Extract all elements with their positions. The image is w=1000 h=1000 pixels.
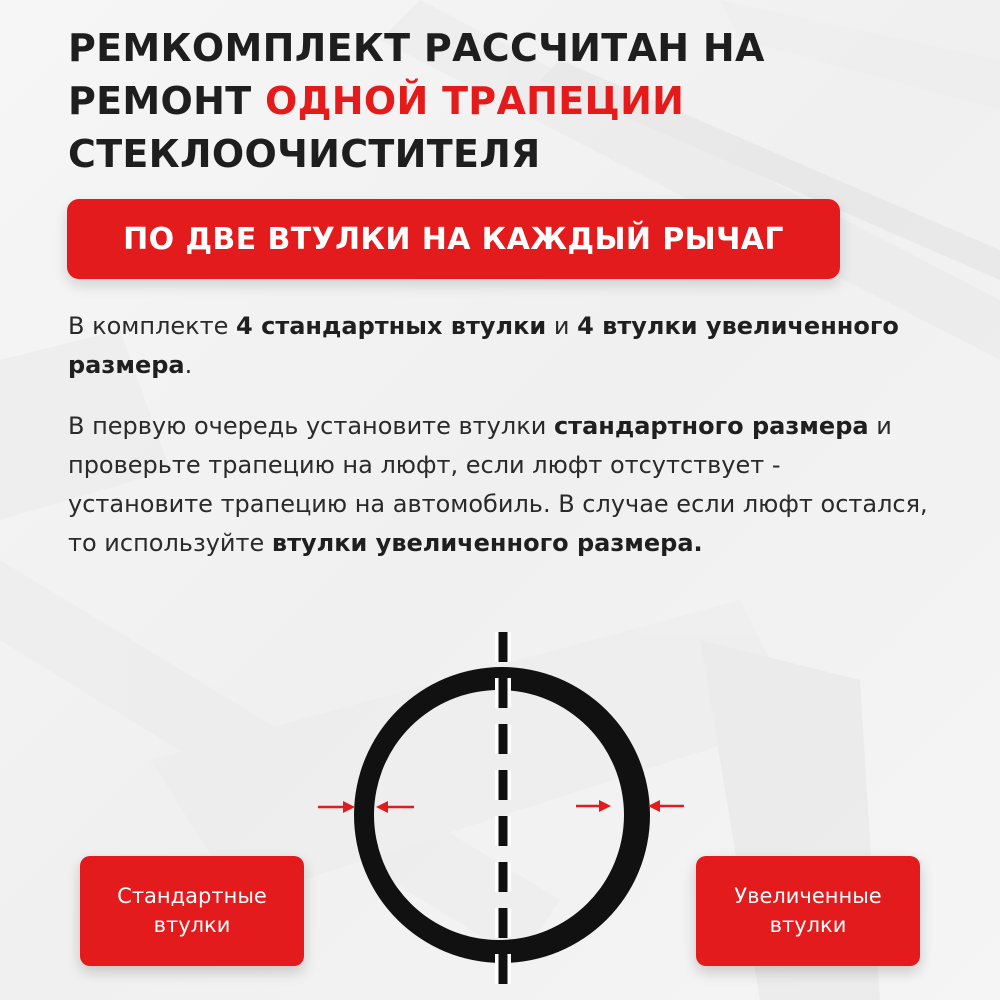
para2-bold-1: стандартного размера xyxy=(553,412,869,440)
standard-bushings-label xyxy=(80,856,304,966)
headline-line-2 xyxy=(68,75,948,128)
standard-label-line-2: втулки xyxy=(153,913,231,937)
instructions-paragraph xyxy=(68,407,928,563)
para1-text-3: . xyxy=(184,351,193,379)
headline-line-3: СТЕКЛООЧИСТИТЕЛЯ xyxy=(68,132,541,176)
para2-bold-2: втулки увеличенного размера. xyxy=(271,529,703,557)
kit-contents-paragraph xyxy=(68,307,928,385)
headline-line-1: РЕМКОМПЛЕКТ РАССЧИТАН НА xyxy=(68,26,765,70)
banner xyxy=(67,199,840,279)
headline xyxy=(68,22,948,181)
para1-bold-2: 4 втулки увеличенного размера xyxy=(68,312,899,379)
para1-bold-1: 4 стандартных втулки xyxy=(236,312,547,340)
enlarged-label-line-1: Увеличенные xyxy=(734,884,882,908)
para1-text-2: и xyxy=(546,312,578,340)
para2-text-1: В первую очередь установите втулки xyxy=(68,412,554,440)
para1-text-1: В комплекте xyxy=(68,312,237,340)
headline-accent: ОДНОЙ ТРАПЕЦИИ xyxy=(264,79,685,123)
standard-label-line-1: Стандартные xyxy=(117,884,267,908)
enlarged-label-line-2: втулки xyxy=(769,913,847,937)
enlarged-bushings-label xyxy=(696,856,920,966)
banner-text: ПО ДВЕ ВТУЛКИ НА КАЖДЫЙ РЫЧАГ xyxy=(123,221,784,257)
para2-text-2: и проверьте трапецию на люфт, если люфт отсутствует - установите трапецию на автомобиль. В случае если люфт остался, то используйте xyxy=(68,412,928,557)
headline-line-2-prefix: РЕМОНТ xyxy=(68,79,265,123)
